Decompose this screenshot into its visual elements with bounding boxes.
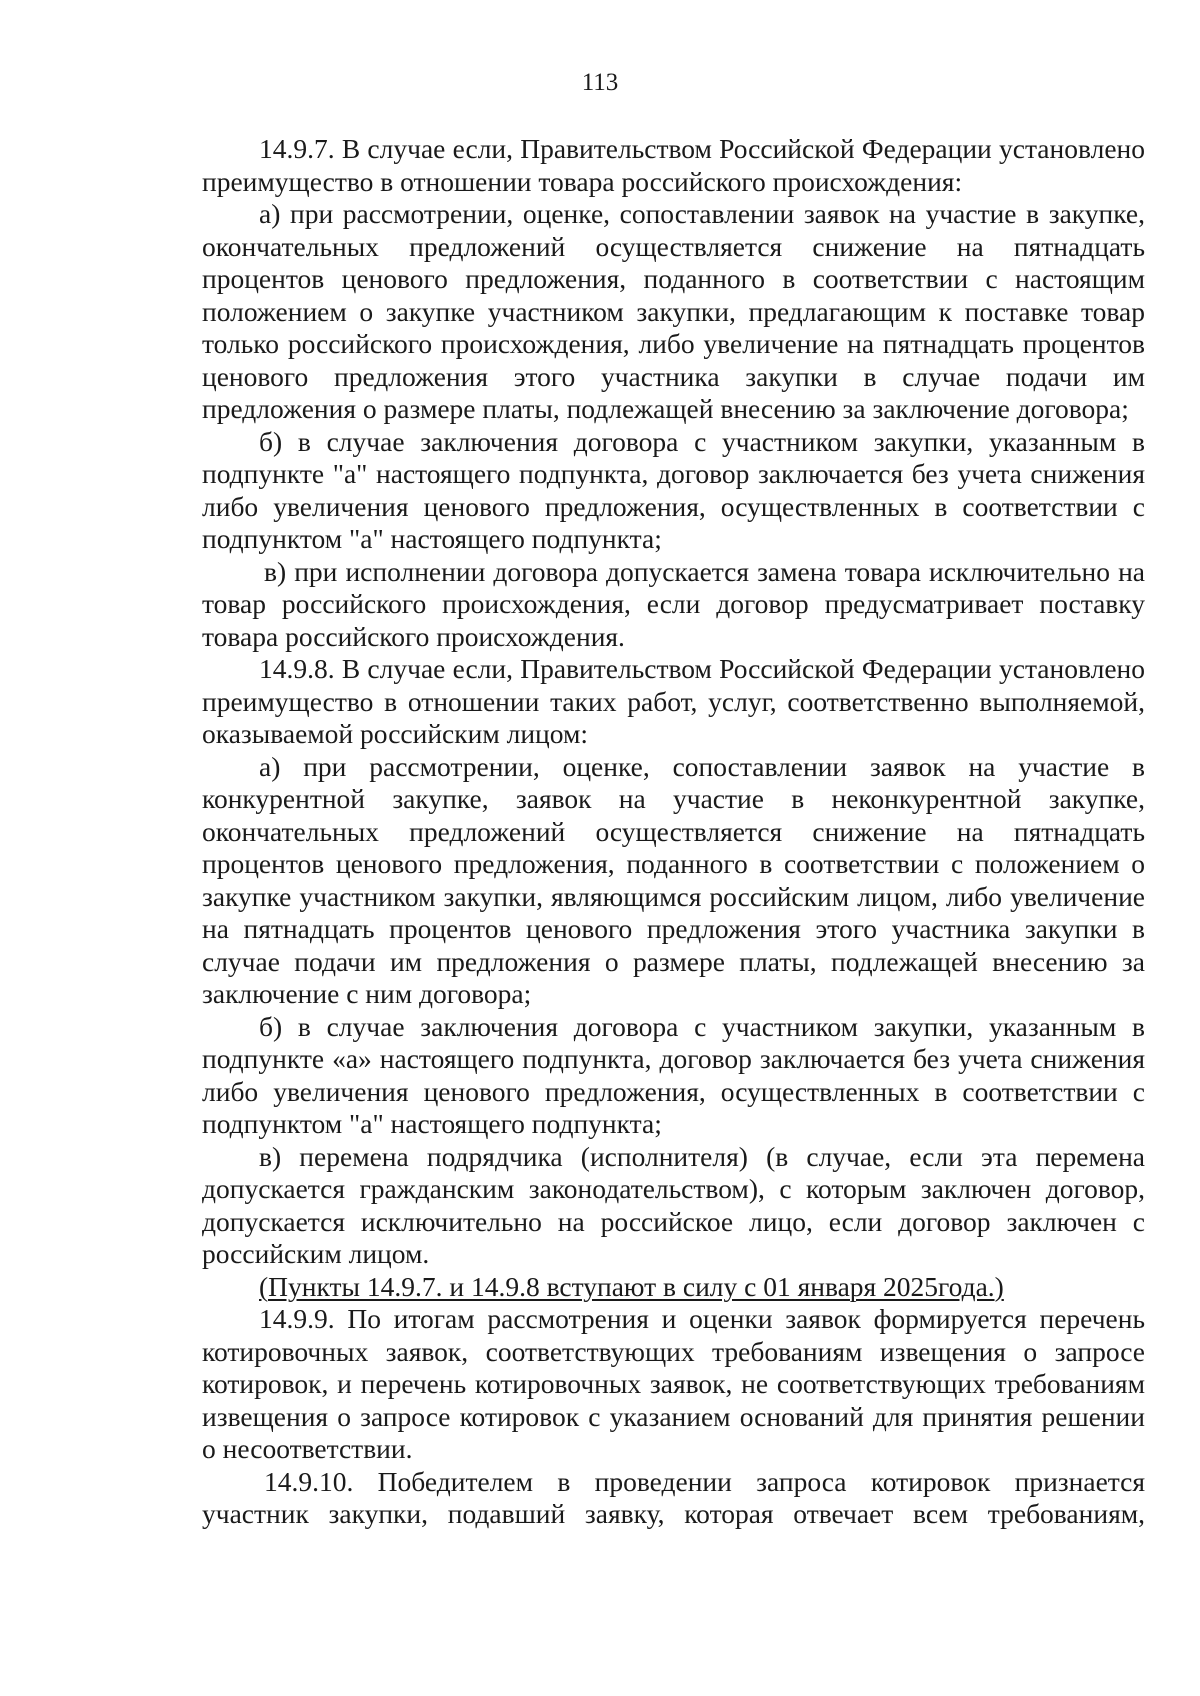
paragraph-14-9-10: 14.9.10. Победителем в проведении запроса котировок признается участник закупки, подавший заявку, которая отвечает всем требованиям, <box>202 1465 1145 1529</box>
paragraph-14-9-7-v: в) при исполнении договора допускается замена товара исключительно на товар российского происхождения, если договор предусматривает поставку товара российского происхождения. <box>202 555 1145 652</box>
paragraph-14-9-7: 14.9.7. В случае если, Правительством Российской Федерации установлено преимущество в отношении товара российского происхождения: <box>202 133 1145 197</box>
paragraph-14-9-9: 14.9.9. По итогам рассмотрения и оценки заявок формируется перечень котировочных заявок, соответствующих требованиям извещения о запросе котировок, и перечень котировочных заявок, не соответствующих требованиям извещения о запросе котировок с указанием оснований для принятия решении о несоответствии. <box>202 1303 1145 1464</box>
paragraph-14-9-7-b: б) в случае заключения договора с участником закупки, указанным в подпункте "а" настоящего подпункта, договор заключается без учета снижения либо увеличения ценового предложения, осуществленных в соответствии с подпунктом "а" настоящего подпункта; <box>202 425 1145 554</box>
paragraph-14-9-8-b: б) в случае заключения договора с участником закупки, указанным в подпункте «а» настоящего подпункта, договор заключается без учета снижения либо увеличения ценового предложения, осуществленных в соответствии с подпунктом "а" настоящего подпункта; <box>202 1010 1145 1139</box>
page-number: 113 <box>581 69 619 96</box>
paragraph-14-9-8-v: в) перемена подрядчика (исполнителя) (в случае, если эта перемена допускается гражданским законодательством), с которым заключен договор, допускается исключительно на российское лицо, если договор заключен с российским лицом. <box>202 1140 1145 1269</box>
paragraph-14-9-7-a: а) при рассмотрении, оценке, сопоставлении заявок на участие в закупке, окончательных предложений осуществляется снижение на пятнадцать процентов ценового предложения, поданного в соответствии с настоящим положением о закупке участником закупки, предлагающим к поставке товар только российского происхождения, либо увеличение на пятнадцать процентов ценового предложения этого участника закупки в случае подачи им предложения о размере платы, подлежащей внесению за заключение договора; <box>202 198 1145 424</box>
paragraph-14-9-8-a: а) при рассмотрении, оценке, сопоставлении заявок на участие в конкурентной закупке, заявок на участие в неконкурентной закупке, окончательных предложений осуществляется снижение на пятнадцать процентов ценового предложения, поданного в соответствии с положением о закупке участником закупки, являющимся российским лицом, либо увеличение на пятнадцать процентов ценового предложения этого участника закупки в случае подачи им предложения о размере платы, подлежащей внесению за заключение с ним договора; <box>202 750 1145 1009</box>
paragraph-14-9-8: 14.9.8. В случае если, Правительством Российской Федерации установлено преимущество в отношении таких работ, услуг, соответственно выполняемой, оказываемой российским лицом: <box>202 653 1145 749</box>
effective-date-note: (Пункты 14.9.7. и 14.9.8 вступают в силу с 01 января 2025года.) <box>259 1270 1004 1302</box>
document-body <box>202 133 1145 1531</box>
